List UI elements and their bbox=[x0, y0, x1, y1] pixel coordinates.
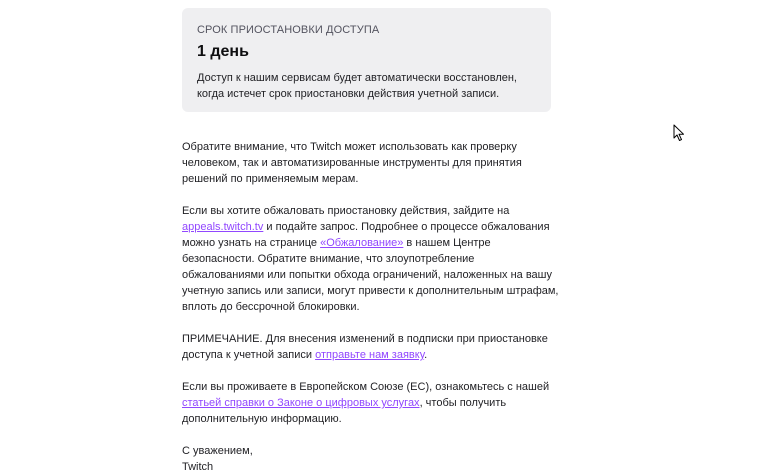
signoff bbox=[182, 443, 562, 475]
text-line: ПРИМЕЧАНИЕ. Для внесения изменений в подписки при приостановке bbox=[182, 333, 548, 345]
appeals-link[interactable]: appeals.twitch.tv bbox=[182, 221, 264, 233]
eu-paragraph bbox=[182, 379, 562, 427]
suspension-description bbox=[197, 70, 537, 102]
suspension-duration-card bbox=[182, 8, 551, 112]
text-line: доступа к учетной записи bbox=[182, 349, 316, 361]
text-line: обжалованиями или попытки обхода ограничений, наложенных на вашу bbox=[182, 269, 552, 281]
text-line: безопасности. Обратите внимание, что злоупотребление bbox=[182, 253, 475, 265]
suspension-desc-line: когда истечет срок приостановки действия учетной записи. bbox=[197, 88, 500, 100]
text-line: вплоть до бессрочной блокировки. bbox=[182, 301, 360, 313]
mouse-pointer-icon bbox=[673, 124, 685, 142]
text-line: Twitch bbox=[182, 461, 214, 473]
text-line: Если вы проживаете в Европейском Союзе (ЕС), ознакомьтесь с нашей bbox=[182, 381, 550, 393]
appeal-page-link[interactable]: «Обжалование» bbox=[320, 237, 404, 249]
suspension-caption: СРОК ПРИОСТАНОВКИ ДОСТУПА bbox=[197, 24, 380, 36]
note-paragraph bbox=[182, 331, 562, 363]
text-line: можно узнать на странице bbox=[182, 237, 321, 249]
suspension-desc-line: Доступ к нашим сервисам будет автоматически восстановлен, bbox=[197, 72, 517, 84]
text-line: , чтобы получить bbox=[419, 397, 507, 409]
appeal-paragraph bbox=[182, 203, 562, 315]
suspension-duration: 1 день bbox=[197, 43, 249, 60]
text-line: Если вы хотите обжаловать приостановку действия, зайдите на bbox=[182, 205, 510, 217]
text-line: и подайте запрос. Подробнее о процессе обжалования bbox=[263, 221, 550, 233]
review-notice-paragraph bbox=[182, 139, 562, 187]
text-line: Обратите внимание, что Twitch может использовать как проверку bbox=[182, 141, 517, 153]
text-line: решений по применяемым мерам. bbox=[182, 173, 359, 185]
text-line: дополнительную информацию. bbox=[182, 413, 342, 425]
dsa-article-link[interactable]: статьей справки о Законе о цифровых услугах bbox=[182, 397, 420, 409]
text-line: человеком, так и автоматизированные инструменты для принятия bbox=[182, 157, 522, 169]
text-line: в нашем Центре bbox=[403, 237, 491, 249]
text-line: . bbox=[424, 349, 428, 361]
email-body bbox=[182, 139, 562, 475]
text-line: С уважением, bbox=[182, 445, 253, 457]
text-line: учетную запись или записи, могут привести к дополнительным штрафам, bbox=[182, 285, 559, 297]
send-request-link[interactable]: отправьте нам заявку bbox=[315, 349, 425, 361]
